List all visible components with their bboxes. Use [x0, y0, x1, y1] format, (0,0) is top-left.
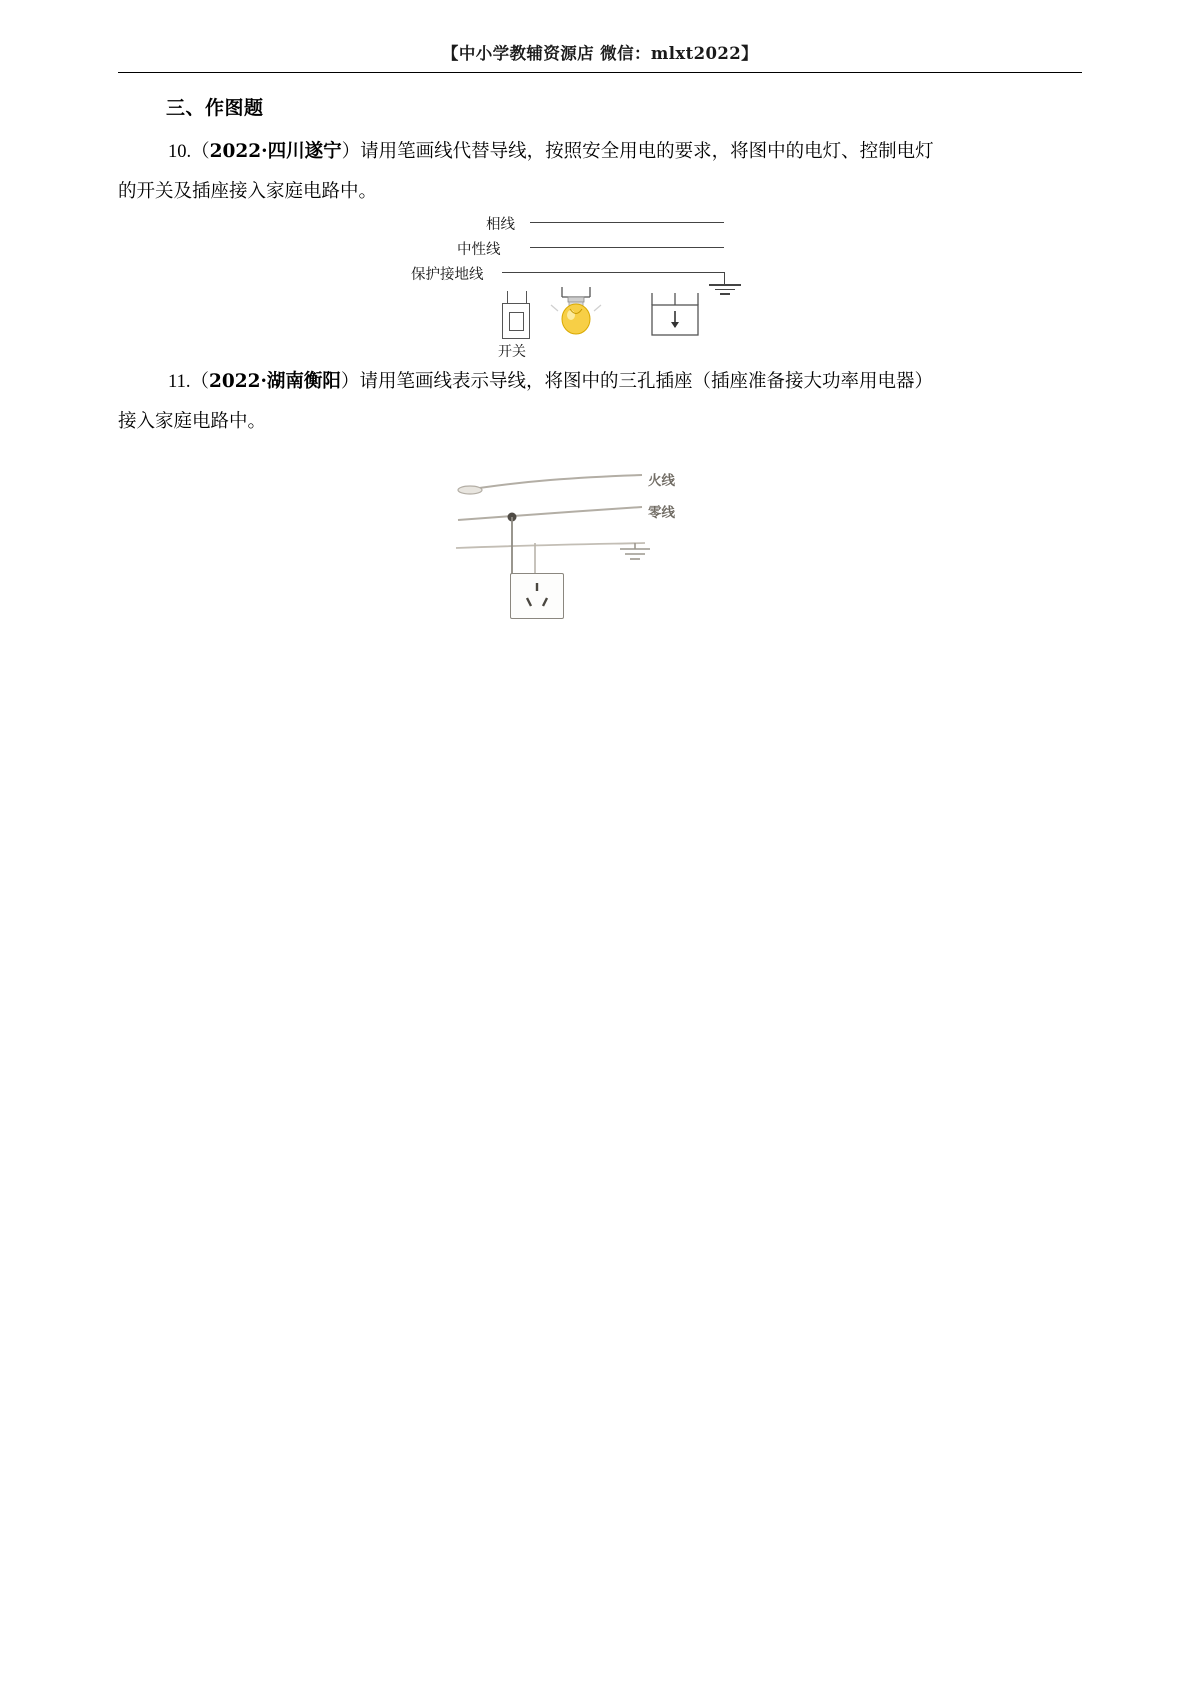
question-10 — [118, 132, 1086, 212]
question-11-line1 — [118, 362, 1086, 402]
label-live-wire: 相线 — [486, 217, 515, 233]
question-10-text2: 的开关及插座接入家庭电路中。 — [118, 182, 378, 202]
ground-wire-line — [502, 272, 724, 273]
label-ground-wire: 保护接地线 — [411, 267, 484, 283]
question-10-year: 2022· — [209, 141, 268, 162]
figure-question-11 — [430, 455, 730, 630]
figure-question-10 — [400, 205, 780, 360]
sketch-wires — [430, 455, 730, 630]
question-11-paren-close: ） — [340, 372, 360, 392]
question-11-text1: 请用笔画线表示导线，将图中的三孔插座（插座准备接大功率用电器） — [359, 372, 933, 392]
socket-symbol — [635, 291, 715, 341]
label-neutral-wire-sketch: 零线 — [648, 505, 675, 521]
label-live-wire-sketch: 火线 — [648, 473, 675, 489]
question-11-paren-open: （ — [190, 372, 209, 392]
question-10-line1 — [118, 132, 1086, 172]
question-11 — [118, 362, 1086, 442]
switch-symbol — [498, 291, 540, 360]
question-11-number: 11. — [168, 372, 191, 392]
question-10-paren-close: ） — [341, 142, 361, 162]
question-10-paren-open: （ — [191, 142, 210, 162]
lamp-bulb-icon — [548, 285, 604, 345]
question-11-source: 湖南衡阳 — [266, 371, 341, 392]
label-switch: 开关 — [498, 345, 526, 360]
live-wire-line — [530, 222, 724, 223]
neutral-wire-line — [530, 247, 724, 248]
three-hole-socket-icon — [510, 573, 564, 619]
question-10-text1: 请用笔画线代替导线，按照安全用电的要求，将图中的电灯、控制电灯 — [360, 142, 934, 162]
section-title: 三、作图题 — [166, 97, 264, 119]
label-neutral-wire: 中性线 — [457, 242, 501, 258]
header-divider — [118, 72, 1082, 73]
question-11-text2: 接入家庭电路中。 — [118, 412, 267, 432]
watermark-text: 【中小学教辅资源店 微信：mlxt2022】 — [441, 44, 759, 63]
question-10-number: 10. — [168, 142, 192, 162]
question-10-source: 四川遂宁 — [267, 141, 342, 162]
question-11-year: 2022· — [208, 371, 267, 392]
